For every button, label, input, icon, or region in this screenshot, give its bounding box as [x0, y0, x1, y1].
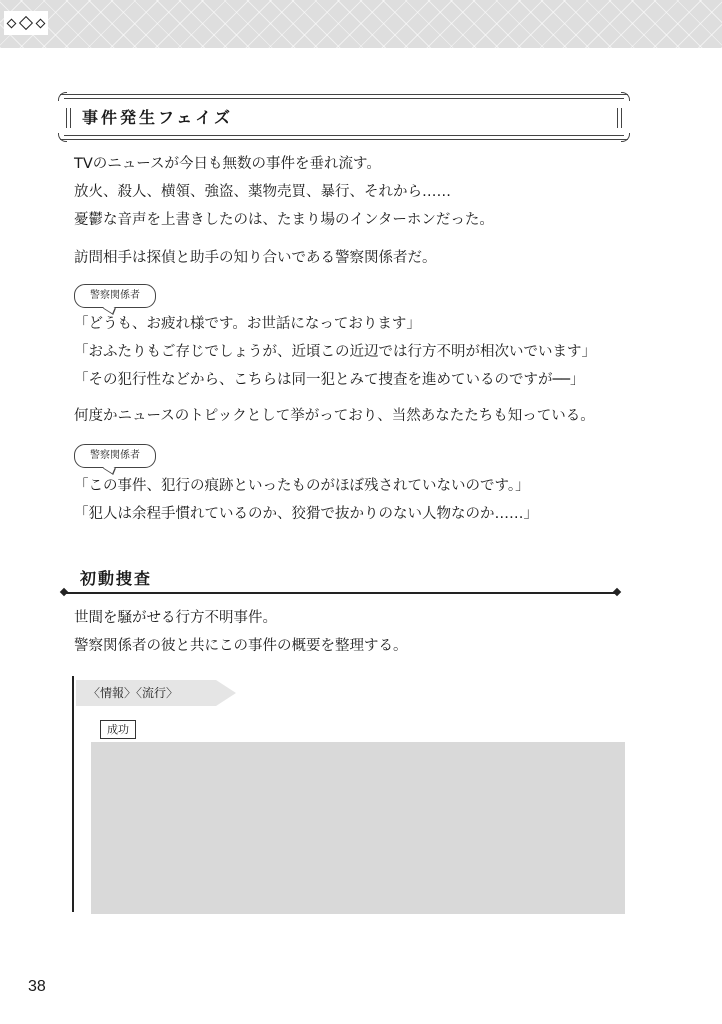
narration-line: 何度かニュースのトピックとして挙がっており、当然あなたたちも知っている。 — [74, 408, 595, 424]
dialogue-line: 「犯人は余程手慣れているのか、狡猾で抜かりのない人物なのか……」 — [74, 506, 538, 522]
success-label: 成功 — [100, 720, 136, 739]
diamond-ornament-icon — [4, 11, 48, 35]
page-number: 38 — [28, 978, 46, 995]
check-block-rule — [72, 676, 74, 912]
diamond-icon — [60, 588, 68, 596]
result-text-area — [91, 742, 625, 914]
section-line: 警察関係者の彼と共にこの事件の概要を整理する。 — [74, 638, 408, 654]
header-band — [0, 0, 722, 48]
intro-line: TVのニュースが今日も無数の事件を垂れ流す。 — [74, 156, 381, 172]
section-line: 世間を騒がせる行方不明事件。 — [74, 610, 277, 626]
speaker-tag: 警察関係者 — [74, 284, 156, 308]
diamond-icon — [613, 588, 621, 596]
section-paragraph — [74, 604, 408, 660]
dialogue-line: 「おふたりもご存じでしょうが、近頃この近辺では行方不明が相次いでいます」 — [74, 344, 596, 360]
section-divider — [64, 592, 618, 594]
dialogue-line: 「この事件、犯行の痕跡といったものがほぼ残されていないのです。」 — [74, 478, 530, 494]
dialogue-line: 「その犯行性などから、こちらは同一犯とみて捜査を進めているのですが──」 — [74, 372, 585, 388]
intro-paragraph — [74, 150, 494, 234]
title-frame — [60, 94, 628, 140]
dialogue-block — [74, 472, 538, 528]
skill-tags: 〈情報〉〈流行〉 — [88, 686, 179, 700]
dialogue-line: 「どうも、お疲れ様です。お世話になっております」 — [74, 316, 421, 332]
intro-line: 放火、殺人、横領、強盗、薬物売買、暴行、それから…… — [74, 184, 451, 200]
speaker-tag: 警察関係者 — [74, 444, 156, 468]
dialogue-block — [74, 310, 596, 394]
page-title: 事件発生フェイズ — [82, 108, 234, 127]
intro-line: 憂鬱な音声を上書きしたのは、たまり場のインターホンだった。 — [74, 212, 494, 228]
section-title: 初動捜査 — [80, 569, 153, 588]
visitor-line: 訪問相手は探偵と助手の知り合いである警察関係者だ。 — [74, 250, 437, 266]
